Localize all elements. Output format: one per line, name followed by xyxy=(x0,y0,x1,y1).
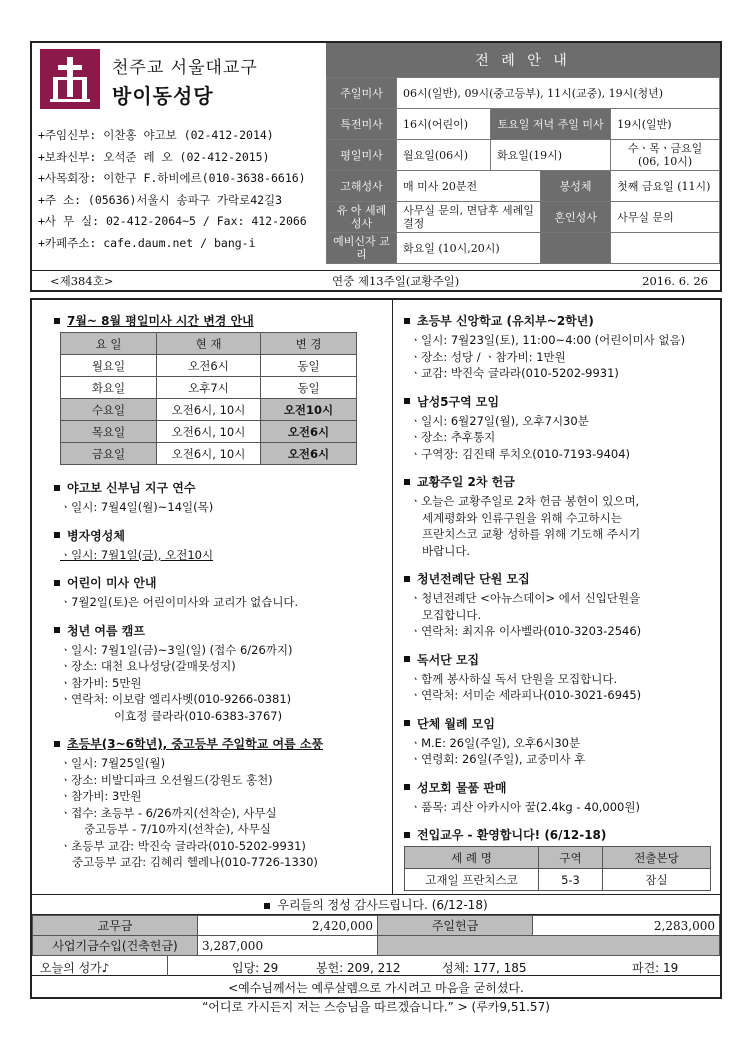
sale-section xyxy=(404,779,716,816)
church-info xyxy=(32,43,326,270)
section-title: 청년전례단 단원 모집 xyxy=(417,572,530,586)
recessional-hymn: 파견: 19 xyxy=(632,961,679,975)
section-line: ㆍ교감: 박진숙 글라라(010-5202-9931) xyxy=(410,366,619,380)
section-title: 병자영성체 xyxy=(67,528,125,543)
section-line: ㆍ함께 봉사하실 독서 단원을 모집합니다. xyxy=(410,671,618,686)
bullet-square-icon xyxy=(264,903,270,909)
schedule-title: 전 례 안 내 xyxy=(326,43,720,77)
section-title: 단체 월례 모임 xyxy=(417,716,495,731)
clergy-line: +주 소: (05636)서울시 송파구 가락로42길3 xyxy=(38,192,283,207)
offertory-hymn: 봉헌: 209, 212 xyxy=(316,961,401,975)
bullet-square-icon xyxy=(404,318,410,324)
clergy-line: +보좌신부: 오석준 레 오 (02-412-2015) xyxy=(38,149,270,164)
table-cell: 월요일 xyxy=(61,355,157,377)
communion-hymn: 성체: 177, 185 xyxy=(442,961,527,975)
section-line: ㆍ일시: 7월4일(월)~14일(목) xyxy=(60,500,214,514)
section-line: ㆍ일시: 7월23일(토), 11:00~4:00 (어린이미사 없음) xyxy=(410,333,686,347)
clergy-line: +사목회장: 이한구 F.하비에르(010-3638-6616) xyxy=(38,171,306,185)
table-cell: 오전6시, 10시 xyxy=(157,443,261,465)
liturgical-sunday: 연중 제13주일(교황주일) xyxy=(332,273,460,288)
column-divider xyxy=(392,300,393,894)
section-line: ㆍ일시: 7월1일(금), 오전10시 xyxy=(60,547,214,562)
finance-label: 교무금 xyxy=(33,916,198,936)
hymn-row xyxy=(32,956,720,976)
entrance-hymn: 입당: 29 xyxy=(232,961,279,975)
bullet-square-icon xyxy=(404,720,410,726)
section-line: ㆍ참가비: 5만원 xyxy=(60,675,142,690)
hymn-label: 오늘의 성가♪ xyxy=(40,961,110,975)
clergy-line: +카페주소: cafe.daum.net / bang-i xyxy=(38,235,256,250)
bullet-square-icon xyxy=(404,398,410,404)
issue-date: 2016. 6. 26 xyxy=(642,273,708,288)
section-title: 독서단 모집 xyxy=(417,652,480,667)
table-cell: 금요일 xyxy=(61,443,157,465)
bullet-square-icon xyxy=(54,532,60,538)
saturday-evening-value: 19시(일반) xyxy=(611,109,720,140)
retreat-section xyxy=(54,479,384,516)
table-header: 구역 xyxy=(539,847,603,869)
marriage-label: 혼인성사 xyxy=(541,202,611,233)
verse-line: <예수님께서는 예루살렘으로 가시려고 마음을 굳히셨다. xyxy=(228,981,524,995)
faith-school-section xyxy=(404,312,716,382)
table-cell: 동일 xyxy=(261,355,357,377)
section-title: 남성5구역 모임 xyxy=(417,394,500,409)
welcome-table xyxy=(404,846,711,891)
header-frame xyxy=(30,41,722,292)
section-line: ㆍ청년전례단 <아뉴스데이> 에서 신입단원을 xyxy=(410,591,641,605)
diocese-name: 천주교 서울대교구 xyxy=(112,58,258,78)
section-line: ㆍ일시: 6월27일(월), 오후7시30분 xyxy=(410,413,589,428)
finance-value: 2,420,000 xyxy=(198,916,378,936)
section-line: ㆍ초등부 교감: 박진숙 글라라(010-5202-9931) xyxy=(60,838,306,853)
church-name xyxy=(112,53,258,109)
weekday-mass-label: 평일미사 xyxy=(327,140,397,171)
table-cell: 오전6시 xyxy=(157,355,261,377)
cross-logo-icon xyxy=(40,49,100,109)
section-line: 중고등부 교감: 김혜리 헬레나(010-7726-1330) xyxy=(72,855,318,869)
catechumen-label: 예비신자 교 리 xyxy=(327,233,397,264)
lector-recruit-section xyxy=(404,651,716,704)
catechumen-value: 화요일 (10시,20시) xyxy=(397,233,541,264)
finance-label: 사업기금수입(건축헌금) xyxy=(33,936,198,956)
section-line: ㆍ일시: 7월25일(월) xyxy=(60,756,166,770)
section-title: 초등부(3~6학년), 중고등부 주일학교 여름 소풍 xyxy=(67,737,324,751)
thanks-section xyxy=(32,894,720,1017)
table-cell: 잠실 xyxy=(603,869,711,891)
table-cell: 오전6시, 10시 xyxy=(157,399,261,421)
bullet-square-icon xyxy=(404,576,410,582)
empty-cell xyxy=(611,233,720,264)
section-line: 바랍니다. xyxy=(422,543,471,558)
weekday-monday: 월요일(06시) xyxy=(397,140,491,171)
confession-value: 매 미사 20분전 xyxy=(397,171,541,202)
bullet-square-icon xyxy=(54,580,60,586)
marriage-value: 사무실 문의 xyxy=(611,202,720,233)
table-cell: 목요일 xyxy=(61,421,157,443)
district-meeting-section xyxy=(404,393,716,463)
section-line: ㆍ장소: 성당 / ㆍ참가비: 1만원 xyxy=(410,349,566,364)
empty-cell xyxy=(541,233,611,264)
section-line: ㆍM.E: 26일(주일), 오후6시30분 xyxy=(410,735,581,750)
section-line: ㆍ접수: 초등부 - 6/26까지(선착순), 사무실 xyxy=(60,805,277,820)
section-title: 전입교우 - 환영합니다! (6/12-18) xyxy=(417,828,607,842)
mass-change-table xyxy=(60,332,357,465)
table-cell: 오전10시 xyxy=(261,399,357,421)
bullet-square-icon xyxy=(404,784,410,790)
table-row xyxy=(61,355,357,377)
special-mass-label: 특전미사 xyxy=(327,109,397,140)
table-cell: 고재일 프란치스코 xyxy=(405,869,539,891)
table-header: 전출본당 xyxy=(603,847,711,869)
section-title: 청년 여름 캠프 xyxy=(67,623,145,638)
section-line: ㆍ구역장: 김진태 루치오(010-7193-9404) xyxy=(410,446,631,461)
infant-baptism-label: 유 아 세례성사 xyxy=(327,202,397,233)
monthly-meeting-section xyxy=(404,715,716,768)
school-picnic-section xyxy=(54,735,384,871)
table-cell: 수요일 xyxy=(61,399,157,421)
finance-table xyxy=(32,915,720,956)
church-logo xyxy=(40,49,100,109)
bullet-square-icon xyxy=(54,741,60,747)
communion-value: 첫째 금요일 (11시) xyxy=(611,171,720,202)
table-row xyxy=(61,443,357,465)
second-collection-section xyxy=(404,473,716,559)
section-line: ㆍ품목: 괴산 아카시아 꿀(2.4kg - 40,000원) xyxy=(410,799,640,814)
section-line: ㆍ7월2일(토)은 어린이미사와 교리가 없습니다. xyxy=(60,595,299,609)
table-row xyxy=(61,421,357,443)
welcome-section xyxy=(404,826,716,891)
verse-line: “어디로 가시든지 저는 스승님을 따르겠습니다.” > (루카9,51.57) xyxy=(202,1000,550,1014)
infant-baptism-value: 사무실 문의, 면담후 세례일 결정 xyxy=(397,202,541,233)
right-column xyxy=(404,312,716,902)
weekday-wed-fri: 수ㆍ목ㆍ금요일 (06, 10시) xyxy=(611,140,720,171)
finance-value: 2,283,000 xyxy=(533,916,720,936)
table-cell: 오전6시 xyxy=(261,443,357,465)
section-line: ㆍ연락처: 최지유 이사벨라(010-3203-2546) xyxy=(410,624,642,638)
section-title: 초등부 신앙학교 (유치부~2학년) xyxy=(417,314,594,328)
sick-communion-section xyxy=(54,527,384,564)
section-title: 어린이 미사 안내 xyxy=(67,576,157,590)
table-cell: 5-3 xyxy=(539,869,603,891)
issue-bar xyxy=(32,270,720,290)
table-header: 현 재 xyxy=(157,333,261,355)
section-line: 세계평화와 인류구원을 위해 수고하시는 xyxy=(422,510,622,525)
section-title: 성모회 물품 판매 xyxy=(417,780,507,795)
section-line: 모집합니다. xyxy=(422,607,482,622)
saturday-evening-label: 토요일 저녁 주일 미사 xyxy=(491,109,611,140)
finance-label: 주일헌금 xyxy=(378,916,533,936)
kids-mass-section xyxy=(54,574,384,611)
table-cell: 화요일 xyxy=(61,377,157,399)
issue-number: <제384호> xyxy=(50,273,114,288)
section-line: 이효정 클라라(010-6383-3767) xyxy=(114,708,283,723)
section-title: 교황주일 2차 헌금 xyxy=(417,475,515,489)
gospel-verse xyxy=(32,976,720,1017)
weekday-tuesday: 화요일(19시) xyxy=(491,140,611,171)
section-line: ㆍ장소: 대천 요나성당(갈매못성지) xyxy=(60,659,236,673)
altar-recruit-section xyxy=(404,570,716,640)
section-line: ㆍ연락처: 서미순 세라피나(010-3021-6945) xyxy=(410,688,642,702)
table-cell: 오전6시 xyxy=(261,421,357,443)
table-header: 세 례 명 xyxy=(405,847,539,869)
mass-change-section xyxy=(54,312,384,465)
youth-camp-section xyxy=(54,622,384,725)
schedule-table xyxy=(326,77,720,264)
section-line: ㆍ일시: 7월1일(금)~3일(일) (접수 6/26까지) xyxy=(60,642,293,657)
clergy-line: +주임신부: 이찬홍 야고보 (02-412-2014) xyxy=(38,128,274,142)
confession-label: 고해성사 xyxy=(327,171,397,202)
section-line: ㆍ연락처: 이보람 엘리사벳(010-9266-0381) xyxy=(60,692,292,706)
bulletin-body xyxy=(30,298,722,1014)
liturgy-schedule xyxy=(326,43,720,270)
parish-name: 방이동성당 xyxy=(112,84,214,108)
bullet-square-icon xyxy=(54,318,60,324)
special-mass-value: 16시(어린이) xyxy=(397,109,491,140)
section-title: 야고보 신부님 지구 연수 xyxy=(67,481,196,495)
empty-cell xyxy=(378,936,720,956)
section-line: ㆍ장소: 비발디파크 오션월드(강원도 홍천) xyxy=(60,772,273,787)
section-line: ㆍ장소: 추후통지 xyxy=(410,430,496,444)
clergy-list xyxy=(38,125,326,254)
bullet-square-icon xyxy=(404,656,410,662)
table-cell: 오전6시, 10시 xyxy=(157,421,261,443)
section-line: ㆍ연령회: 26일(주일), 교중미사 후 xyxy=(410,752,586,766)
bullet-square-icon xyxy=(54,485,60,491)
sunday-mass-label: 주일미사 xyxy=(327,78,397,109)
thanks-title: 우리들의 정성 감사드립니다. (6/12-18) xyxy=(277,898,488,912)
table-header: 요 일 xyxy=(61,333,157,355)
bullet-square-icon xyxy=(404,832,410,838)
section-line: 프란치스코 교황 성하를 위해 기도해 주시기 xyxy=(422,527,641,541)
communion-label: 봉성체 xyxy=(541,171,611,202)
section-title: 7월~ 8월 평일미사 시간 변경 안내 xyxy=(67,314,254,328)
section-line: ㆍ참가비: 3만원 xyxy=(60,789,142,803)
clergy-line: +사 무 실: 02-412-2064~5 / Fax: 412-2066 xyxy=(38,214,307,228)
divider xyxy=(167,956,168,976)
bullet-square-icon xyxy=(404,479,410,485)
table-row xyxy=(61,399,357,421)
left-column xyxy=(54,312,384,882)
table-cell: 동일 xyxy=(261,377,357,399)
table-row xyxy=(61,377,357,399)
section-line: 중고등부 - 7/10까지(선착순), 사무실 xyxy=(84,822,271,836)
table-cell: 오후7시 xyxy=(157,377,261,399)
table-row xyxy=(405,869,711,891)
sunday-mass-value: 06시(일반), 09시(중고등부), 11시(교중), 19시(청년) xyxy=(397,78,720,109)
section-line: ㆍ오늘은 교황주일로 2차 헌금 봉헌이 있으며, xyxy=(410,494,640,508)
bullet-square-icon xyxy=(54,627,60,633)
finance-value: 3,287,000 xyxy=(198,936,378,956)
table-header: 변 경 xyxy=(261,333,357,355)
